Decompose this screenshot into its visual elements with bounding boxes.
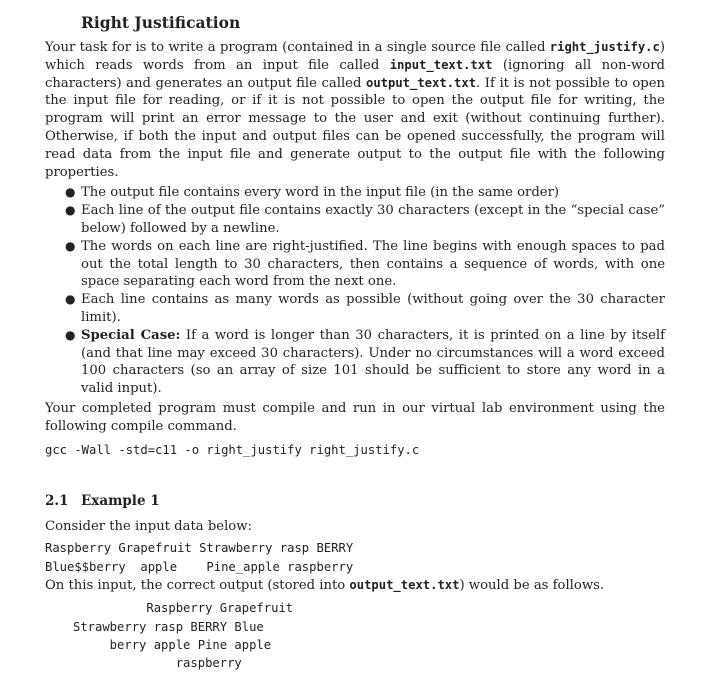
- subsection-heading: [45, 491, 665, 511]
- intro-text-3: (ignoring all non-word characters) and generates an output file called: [45, 57, 665, 91]
- properties-list: [45, 184, 665, 398]
- output-line: Raspberry Grapefruit: [73, 601, 294, 616]
- intro-text-2: ) which reads words from an input file called: [45, 40, 665, 73]
- output-line: berry apple Pine apple: [73, 637, 272, 652]
- output-line: raspberry: [73, 656, 242, 671]
- input-line: Raspberry Grapefruit Strawberry rasp BERRY: [45, 541, 354, 556]
- list-item: ● The output file contains every word in the input file (in the same order): [65, 185, 560, 201]
- output-line: Strawberry rasp BERRY Blue: [73, 619, 264, 634]
- bullet-icon: ●: [65, 185, 76, 200]
- output-intro-paragraph: On this input, the correct output (stored into output_text.txt) would be as follows.: [45, 578, 605, 594]
- bullet-icon: ●: [65, 327, 76, 342]
- source-filename: right_justify.c: [549, 40, 660, 54]
- output-filename: output_text.txt: [365, 75, 477, 90]
- compile-command: gcc -Wall -std=c11 -o right_justify right_justify.c: [45, 442, 420, 457]
- consider-paragraph: Consider the input data below:: [45, 518, 252, 534]
- bullet-icon: ●: [65, 238, 76, 253]
- list-item: ● Special Case: If a word is longer than 30 characters, it is printed on a line by itself (and that line may exceed 30 characters). Under no circumstances will a word exceed 100 characters (so an array of size 101 should be sufficient to store any word in a valid input).: [65, 327, 665, 397]
- output-data-block: [73, 599, 665, 673]
- output-filename: output_text.txt: [349, 578, 460, 593]
- input-data-block: [45, 539, 665, 577]
- list-item: ● Each line contains as many words as possible (without going over the 30 character limit).: [65, 292, 665, 325]
- bullet-icon: ●: [65, 203, 76, 218]
- intro-paragraph: [45, 39, 665, 181]
- input-line: Blue$$berry apple Pine_apple raspberry: [45, 560, 354, 575]
- list-item: ● The words on each line are right-justified. The line begins with enough spaces to pad out the total length to 30 characters, then contains a sequence of words, with one space separating each word from the next one.: [65, 238, 665, 290]
- list-item: ● Each line of the output file contains exactly 30 characters (except in the “special case” below) followed by a newline.: [65, 203, 665, 236]
- subsection-number: 2.1: [45, 492, 69, 509]
- subsection-title: Example 1: [81, 492, 160, 509]
- input-filename: input_text.txt: [389, 57, 493, 72]
- intro-text-4: . If it is not possible to open the input file for reading, or if it is not possible to open the output file for writing, the program will print an error message to the user and exit (without continuing further). Otherwise, if both the input and output files can be opened successfully, the program will read data from the input file and generate output to the output file with the following properties.: [45, 75, 665, 180]
- section-title: Right Justification: [81, 13, 241, 32]
- document-page: [45, 12, 665, 673]
- bullet-icon: ●: [65, 292, 76, 307]
- intro-text-1: Your task for is to write a program (contained in a single source file called: [45, 40, 550, 55]
- compile-paragraph: Your completed program must compile and run in our virtual lab environment using the following compile command.: [45, 400, 665, 434]
